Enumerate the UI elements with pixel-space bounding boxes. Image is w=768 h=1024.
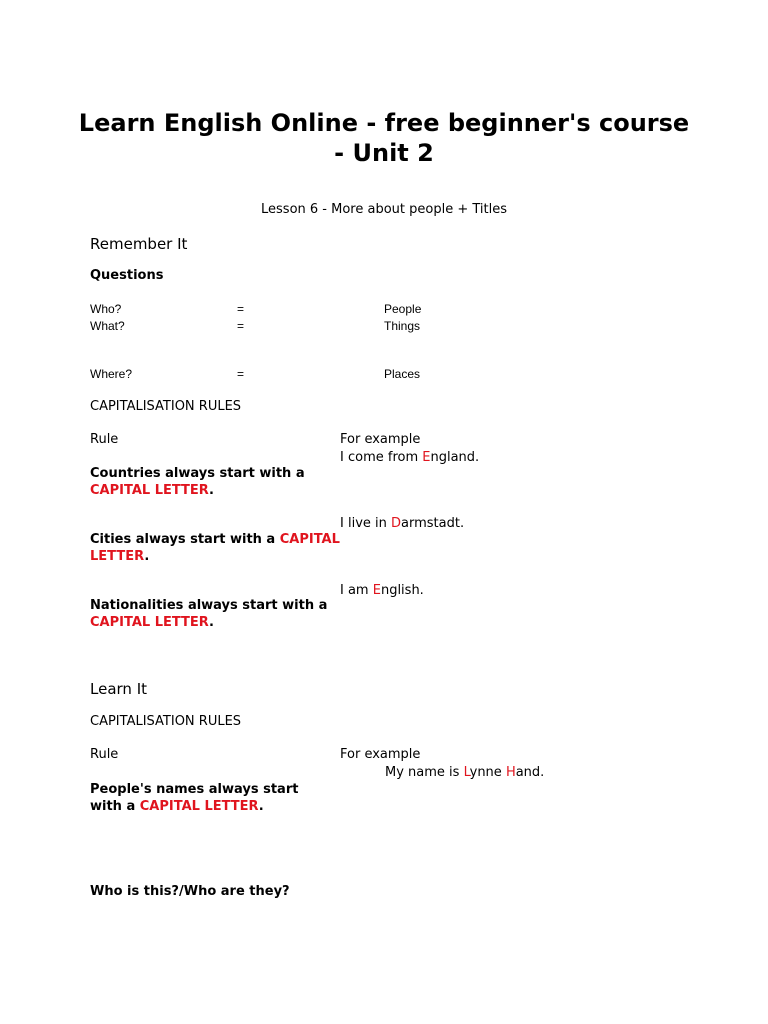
capital-letter-highlight: CAPITAL LETTER bbox=[90, 532, 340, 564]
highlighted-letter: D bbox=[391, 516, 402, 531]
rule-text: People's names always start with a CAPITAL LETTER. bbox=[90, 782, 299, 814]
capital-letter-highlight: CAPITAL LETTER bbox=[139, 799, 259, 814]
example-column-header: For example bbox=[340, 432, 421, 447]
example-sentence: My name is Lynne Hand. bbox=[385, 765, 545, 780]
rule-text: Cities always start with a CAPITAL LETTER. bbox=[90, 532, 340, 564]
example-sentence: I come from England. bbox=[340, 450, 480, 465]
equals-sign: = bbox=[237, 367, 245, 381]
equals-sign: = bbox=[237, 319, 245, 333]
remember-heading: Remember It bbox=[90, 235, 188, 253]
highlighted-letter: L bbox=[463, 765, 470, 780]
rule-column-header: Rule bbox=[90, 432, 119, 447]
rule-text: Countries always start with a CAPITAL LETTER. bbox=[90, 466, 305, 498]
questions-heading: Questions bbox=[90, 268, 164, 283]
rule-column-header: Rule bbox=[90, 747, 119, 762]
highlighted-letter: E bbox=[372, 583, 381, 598]
question-who: Who? bbox=[90, 302, 122, 316]
example-sentence: I live in Darmstadt. bbox=[340, 516, 465, 531]
capital-letter-highlight: CAPITAL LETTER bbox=[90, 615, 210, 630]
answer-things: Things bbox=[384, 319, 421, 333]
who-question-heading: Who is this?/Who are they? bbox=[90, 884, 290, 899]
capitalisation-heading: CAPITALISATION RULES bbox=[90, 714, 242, 729]
lesson-subtitle: Lesson 6 - More about people + Titles bbox=[261, 202, 507, 217]
example-column-header: For example bbox=[340, 747, 421, 762]
page-title-line-2: - Unit 2 bbox=[334, 139, 434, 167]
example-sentence: I am English. bbox=[340, 583, 424, 598]
page-title-line-1: Learn English Online - free beginner's course bbox=[78, 109, 690, 137]
rule-text: Nationalities always start with a CAPITAL LETTER. bbox=[90, 598, 328, 630]
highlighted-letter: H bbox=[505, 765, 516, 780]
capital-letter-highlight: CAPITAL LETTER bbox=[90, 483, 210, 498]
equals-sign: = bbox=[237, 302, 245, 316]
capitalisation-heading: CAPITALISATION RULES bbox=[90, 399, 242, 414]
answer-places: Places bbox=[384, 367, 421, 381]
question-where: Where? bbox=[90, 367, 133, 381]
question-what: What? bbox=[90, 319, 125, 333]
highlighted-letter: E bbox=[422, 450, 431, 465]
learn-heading: Learn It bbox=[90, 680, 147, 698]
answer-people: People bbox=[384, 302, 422, 316]
